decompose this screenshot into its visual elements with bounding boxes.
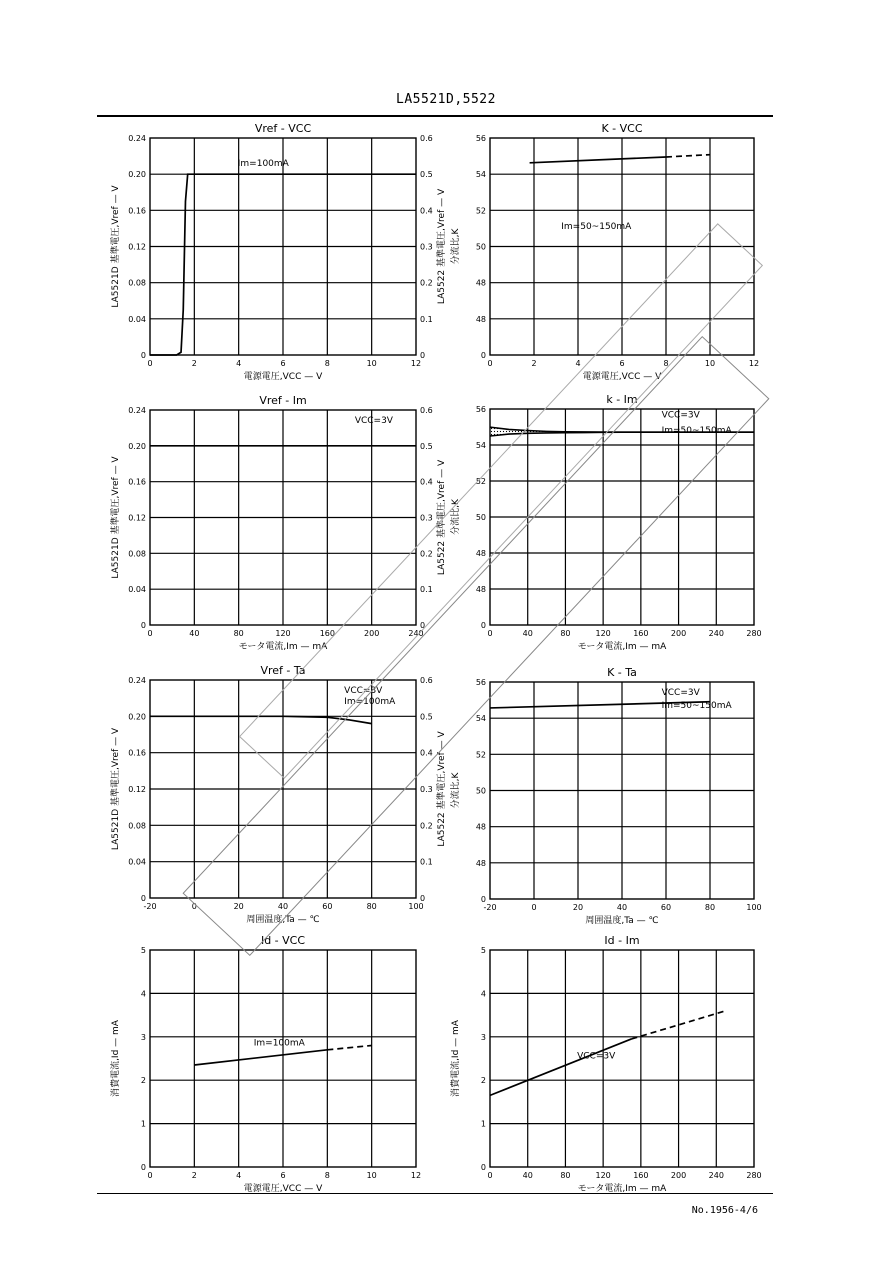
y2-tick-label: 0.3 <box>420 513 433 523</box>
x-tick-label: 200 <box>670 1171 687 1180</box>
y-tick-label: 52 <box>475 750 486 760</box>
y2-tick-label: 0 <box>420 351 426 360</box>
series-line <box>490 1039 631 1095</box>
chart-c8 <box>440 928 804 1205</box>
x-axis-label: 周囲温度,Ta — ℃ <box>585 916 659 926</box>
y-tick-label: 0.24 <box>128 676 146 685</box>
y-axis-label: LA5521D 基準電圧,Vref — V <box>111 727 121 851</box>
y2-tick-label: 0.1 <box>420 585 433 595</box>
y-tick-label: 0.08 <box>128 549 146 559</box>
plot-frame <box>490 950 754 1167</box>
x-tick-label: 80 <box>560 1171 571 1180</box>
y-tick-label: 3 <box>480 1032 486 1042</box>
x-tick-label: 12 <box>410 1171 422 1180</box>
chart-title: k - Im <box>606 393 638 406</box>
x-tick-label: 100 <box>408 902 424 911</box>
y-tick-label: 2 <box>480 1076 486 1086</box>
x-tick-label: 60 <box>660 903 672 912</box>
x-tick-label: 40 <box>277 902 289 911</box>
document-header: LA5521D,5522 <box>396 92 496 107</box>
y2-tick-label: 0.4 <box>420 748 433 758</box>
y2-tick-label: 0.5 <box>420 712 433 722</box>
x-tick-label: 240 <box>408 629 424 638</box>
x-tick-label: 8 <box>663 359 669 368</box>
chart-annotation: VCC=3V <box>661 688 700 699</box>
y-tick-label: 50 <box>475 786 486 796</box>
y-axis-label: LA5521D 基準電圧,Vref — V <box>111 185 121 308</box>
x-tick-label: 240 <box>708 1171 724 1180</box>
y-tick-label: 0 <box>140 894 146 903</box>
chart-svg <box>100 116 466 393</box>
y-tick-label: 0.20 <box>128 441 146 451</box>
x-tick-label: 40 <box>616 903 628 912</box>
y-axis-label: LA5521D 基準電圧,Vref — V <box>111 456 121 579</box>
document-number: No.1956-4/6 <box>691 1205 758 1216</box>
y2-tick-label: 0.6 <box>420 406 433 415</box>
y2-axis-label: LA5522 基準電圧,Vref — V <box>437 459 447 576</box>
y-axis-label: 消費電流,Id — mA <box>451 1020 461 1097</box>
y-tick-label: 0 <box>480 351 486 360</box>
series-line-dashed <box>327 1045 371 1049</box>
chart-svg <box>440 660 804 937</box>
y2-tick-label: 0.2 <box>420 549 433 559</box>
y2-tick-label: 0.2 <box>420 821 433 831</box>
x-tick-label: 2 <box>191 1171 197 1180</box>
y-tick-label: 5 <box>140 946 146 955</box>
chart-svg <box>440 928 804 1205</box>
chart-annotation: VCC=3V <box>344 686 383 697</box>
chart-annotation: Im=50~150mA <box>561 222 632 233</box>
x-tick-label: 280 <box>746 629 762 638</box>
chart-svg <box>100 928 466 1205</box>
chart-title: Vref - Im <box>259 394 307 407</box>
x-tick-label: 0 <box>147 629 153 638</box>
x-tick-label: 20 <box>572 903 584 912</box>
x-tick-label: 80 <box>704 903 716 912</box>
y-tick-label: 0.24 <box>128 406 146 415</box>
y2-tick-label: 0.3 <box>420 785 433 794</box>
x-tick-label: 160 <box>633 629 649 638</box>
x-axis-label: 電源電圧,VCC — V <box>243 372 323 382</box>
chart-annotation: Im=100mA <box>344 696 396 707</box>
y-axis-label: 消費電流,Id — mA <box>111 1020 121 1097</box>
y-tick-label: 0 <box>480 1163 486 1172</box>
y2-tick-label: 0.5 <box>420 170 433 180</box>
x-tick-label: 0 <box>147 1171 153 1180</box>
y-tick-label: 0 <box>140 351 146 360</box>
y-tick-label: 48 <box>475 585 486 594</box>
x-tick-label: 160 <box>633 1171 649 1180</box>
x-axis-label: モータ電流,Im — mA <box>238 642 328 652</box>
y2-tick-label: 0.5 <box>420 441 433 451</box>
chart-annotation: VCC=3V <box>354 415 393 426</box>
x-tick-label: 100 <box>746 903 762 912</box>
y2-tick-label: 0.6 <box>420 134 433 143</box>
x-tick-label: 6 <box>619 359 625 368</box>
x-axis-label: モータ電流,Im — mA <box>577 642 667 652</box>
y-tick-label: 0.20 <box>128 170 146 180</box>
y-tick-label: 0.16 <box>128 477 146 487</box>
x-tick-label: 200 <box>670 629 687 638</box>
x-tick-label: 8 <box>324 1171 330 1180</box>
x-tick-label: 120 <box>275 629 291 638</box>
x-tick-label: 2 <box>191 359 197 368</box>
y-tick-label: 0.16 <box>128 748 146 758</box>
y-tick-label: 52 <box>475 206 486 216</box>
y-tick-label: 2 <box>140 1076 146 1086</box>
y-tick-label: 0 <box>140 1163 146 1172</box>
chart-c6 <box>440 660 804 937</box>
y-tick-label: 56 <box>475 678 486 687</box>
y-tick-label: 3 <box>140 1032 146 1042</box>
y-tick-label: 4 <box>140 989 146 999</box>
chart-title: Id - Im <box>604 934 640 947</box>
y-tick-label: 0.16 <box>128 206 146 216</box>
y-axis-label: 分流比,K <box>451 499 461 535</box>
y-tick-label: 54 <box>475 441 486 450</box>
chart-annotation: Im=50~150mA <box>661 425 732 436</box>
y2-axis-label: LA5522 基準電圧,Vref — V <box>437 731 447 847</box>
x-tick-label: 120 <box>595 629 611 638</box>
y-tick-label: 0.08 <box>128 278 146 288</box>
y2-tick-label: 0.4 <box>420 206 433 216</box>
x-tick-label: 0 <box>487 629 493 638</box>
y-tick-label: 1 <box>480 1119 486 1129</box>
x-tick-label: 0 <box>487 359 493 368</box>
x-axis-label: モータ電流,Im — mA <box>577 1184 667 1194</box>
x-tick-label: 10 <box>704 359 716 368</box>
y-tick-label: 4 <box>480 989 486 999</box>
y-tick-label: 54 <box>475 170 486 180</box>
chart-c7 <box>100 928 466 1205</box>
y-axis-label: 分流比,K <box>451 228 461 265</box>
chart-title: Vref - Ta <box>260 664 306 677</box>
chart-annotation: VCC=3V <box>661 410 700 421</box>
chart-title: K - VCC <box>601 122 643 135</box>
x-tick-label: 40 <box>522 629 533 638</box>
x-tick-label: 12 <box>410 359 422 368</box>
y2-tick-label: 0.1 <box>420 857 433 867</box>
x-tick-label: 0 <box>487 1171 493 1180</box>
x-tick-label: 60 <box>322 902 333 911</box>
series-line-dashed <box>666 155 710 157</box>
y-tick-label: 0.24 <box>128 134 146 143</box>
y-tick-label: 0.04 <box>128 314 146 324</box>
y-tick-label: 48 <box>475 822 486 832</box>
series-line <box>194 1050 327 1065</box>
x-tick-label: 40 <box>522 1171 533 1180</box>
x-tick-label: -20 <box>483 903 497 912</box>
y-tick-label: 1 <box>140 1119 146 1129</box>
chart-title: Id - VCC <box>260 934 306 947</box>
chart-title: K - Ta <box>607 666 637 679</box>
x-tick-label: 4 <box>575 359 581 368</box>
y-tick-label: 52 <box>475 477 486 486</box>
x-tick-label: 2 <box>531 359 537 368</box>
y-tick-label: 0.08 <box>128 821 146 831</box>
y-tick-label: 0 <box>480 895 486 904</box>
x-tick-label: 10 <box>366 1171 377 1180</box>
y-tick-label: 0.20 <box>128 712 146 722</box>
y-tick-label: 0.12 <box>128 242 146 252</box>
y2-tick-label: 0.3 <box>420 242 433 252</box>
x-tick-label: 280 <box>746 1171 762 1180</box>
y-tick-label: 0.04 <box>128 585 146 595</box>
x-axis-label: 周囲温度,Ta — ℃ <box>246 915 320 925</box>
y-tick-label: 0.12 <box>128 785 146 794</box>
x-tick-label: 40 <box>189 629 200 638</box>
y2-tick-label: 0.1 <box>420 314 433 324</box>
x-tick-label: 20 <box>233 902 244 911</box>
y2-tick-label: 0.4 <box>420 477 433 487</box>
y-tick-label: 48 <box>475 549 486 558</box>
x-tick-label: 240 <box>708 629 724 638</box>
y-tick-label: 0.04 <box>128 857 146 867</box>
y2-tick-label: 0 <box>420 621 426 630</box>
x-tick-label: 200 <box>364 629 380 638</box>
chart-annotation: VCC=3V <box>577 1051 616 1062</box>
x-tick-label: 0 <box>531 903 537 912</box>
x-tick-label: 0 <box>147 359 153 368</box>
x-tick-label: 6 <box>280 359 286 368</box>
x-tick-label: 4 <box>236 1171 242 1180</box>
y-tick-label: 48 <box>475 278 486 288</box>
x-tick-label: 120 <box>595 1171 611 1180</box>
y-tick-label: 50 <box>475 513 486 522</box>
chart-c1 <box>100 116 466 393</box>
y-tick-label: 48 <box>475 314 486 324</box>
y-tick-label: 54 <box>475 714 486 724</box>
chart-title: Vref - VCC <box>254 122 312 135</box>
x-axis-label: 電源電圧,VCC — V <box>243 1184 323 1194</box>
x-axis-label: 電源電圧,VCC — V <box>582 372 662 382</box>
y-tick-label: 56 <box>475 134 486 143</box>
series-line <box>530 157 666 163</box>
chart-annotation: Im=100mA <box>253 1038 305 1049</box>
x-tick-label: 80 <box>366 902 377 911</box>
y-tick-label: 0 <box>480 621 486 630</box>
chart-annotation: Im=100mA <box>237 159 289 170</box>
y2-tick-label: 0.2 <box>420 278 433 288</box>
x-tick-label: 160 <box>319 629 335 638</box>
x-tick-label: 12 <box>748 359 760 368</box>
chart-annotation: Im=50~150mA <box>661 701 732 712</box>
x-tick-label: 8 <box>324 359 330 368</box>
x-tick-label: -20 <box>143 902 157 911</box>
y-tick-label: 0.12 <box>128 513 146 523</box>
y2-tick-label: 0 <box>420 894 426 903</box>
x-tick-label: 10 <box>366 359 377 368</box>
x-tick-label: 80 <box>560 629 571 638</box>
x-tick-label: 80 <box>233 629 244 638</box>
y-tick-label: 5 <box>480 946 486 955</box>
x-tick-label: 6 <box>280 1171 286 1180</box>
x-tick-label: 4 <box>236 359 242 368</box>
y2-tick-label: 0.6 <box>420 676 433 685</box>
y-tick-label: 0 <box>140 621 146 630</box>
y2-axis-label: LA5522 基準電圧,Vref — V <box>437 188 447 305</box>
y-axis-label: 分流比,K <box>451 772 461 809</box>
x-tick-label: 0 <box>191 902 197 911</box>
y-tick-label: 56 <box>475 405 486 414</box>
y-tick-label: 48 <box>475 858 486 868</box>
y-tick-label: 50 <box>475 242 486 252</box>
